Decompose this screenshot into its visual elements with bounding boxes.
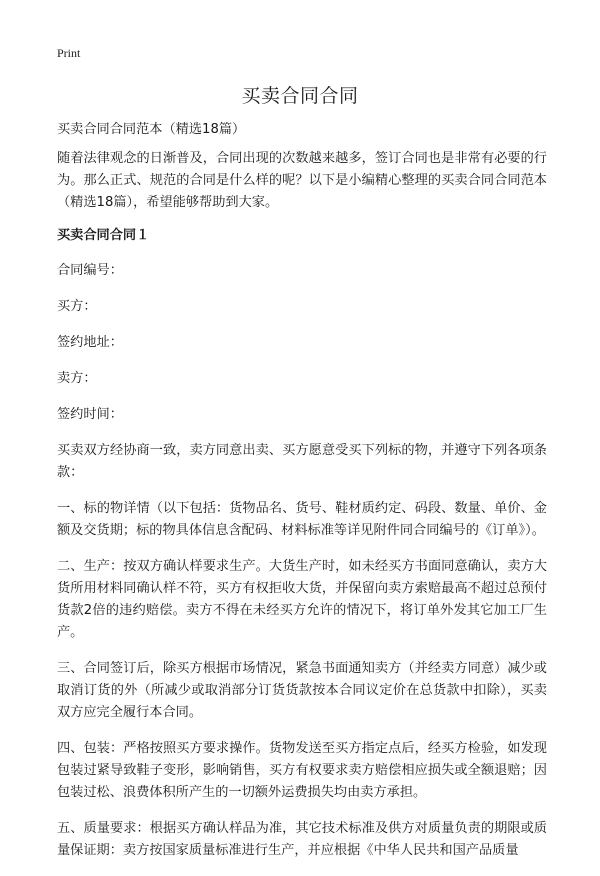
document-title: 买卖合同合同 <box>241 85 359 107</box>
field-seller: 卖方： <box>57 371 97 386</box>
field-buyer: 买方： <box>57 299 97 314</box>
document-subtitle: 买卖合同合同范本（精选18篇） <box>57 122 246 137</box>
clause-2: 二、生产：按双方确认样要求生产。大货生产时，如未经买方书面同意确认，卖方大货所用材料同确认样不符，买方有权拒收大货，并保留向卖方索赔最高不超过总预付货款2倍的违约赔偿。卖方不得在未经买方允许的情况下，将订单外发其它加工厂生产。 <box>57 559 547 640</box>
field-signing-time: 签约时间： <box>57 407 123 422</box>
print-link[interactable]: Print <box>57 46 81 60</box>
field-signing-address: 签约地址： <box>57 335 123 350</box>
clause-3: 三、合同签订后，除买方根据市场情况，紧急书面通知卖方（并经卖方同意）减少或取消订货的外（所减少或取消部分订货货款按本合同议定价在总货款中扣除），买卖双方应完全履行本合同。 <box>57 661 547 720</box>
clause-4: 四、包装：严格按照买方要求操作。货物发送至买方指定点后，经买方检验，如发现包装过紧导致鞋子变形，影响销售，买方有权要求卖方赔偿相应损失或全额退赔；因包装过松、浪费体积所产生的一切额外运费损失均由卖方承担。 <box>57 741 547 800</box>
clause-1: 一、标的物详情（以下包括：货物品名、货号、鞋材质约定、码段、数量、单价、金额及交货期；标的物具体信息含配码、材料标准等详见附件同合同编号的《订单》）。 <box>57 501 547 538</box>
field-contract-number: 合同编号： <box>57 263 123 278</box>
clause-5: 五、质量要求：根据买方确认样品为准，其它技术标准及供方对质量负责的期限或质量保证期：卖方按国家质量标准进行生产，并应根据《中华人民共和国产品质量 <box>57 821 547 858</box>
document-body <box>57 119 547 876</box>
section-heading: 买卖合同合同１ <box>57 228 150 243</box>
preamble-paragraph: 买卖双方经协商一致，卖方同意出卖、买方愿意受买下列标的物，并遵守下列各项条款： <box>57 443 547 480</box>
intro-paragraph: 随着法律观念的日渐普及，合同出现的次数越来越多，签订合同也是非常有必要的行为。那么正式、规范的合同是什么样的呢？以下是小编精心整理的买卖合同合同范本（精选18篇），希望能够帮助到大家。 <box>57 151 547 210</box>
